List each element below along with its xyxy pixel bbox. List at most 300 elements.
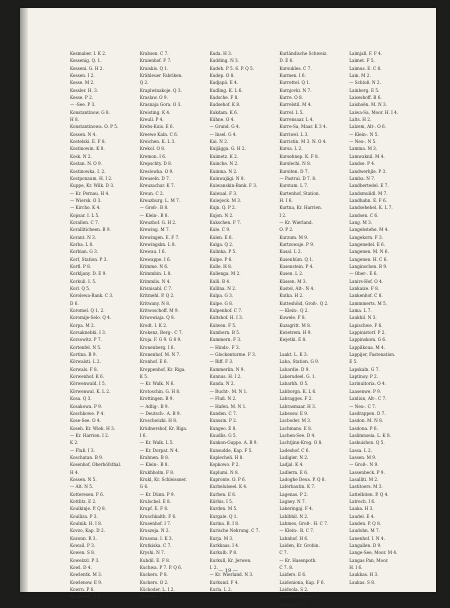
index-entry: Kovzo, Kap. D 2. [70,528,105,534]
index-entry: Kujon. N 2. [209,212,234,218]
index-entry: Ladjal. K 4. [279,462,304,468]
index-entry: Krukhholm. F 8. [139,469,175,475]
index-entry: I 6. [139,432,147,438]
index-entry: Kupronte. O. P 6. [209,476,247,482]
index-entry: Kurristin. M 3. N. O 4. [279,139,327,145]
index-entry: Kessen. I 2. [70,73,95,79]
index-entry: Korfl. P 8. [70,263,92,269]
index-entry: Kudling. K. L 6. [209,87,243,93]
index-entry: Langallen. D 9. [349,543,382,549]
index-entry: Laimet. F 5. [349,58,375,64]
index-entry: Lappilkoua. M 4. [349,344,386,350]
index-entry: — -See. P 3. [70,102,96,108]
index-entry: Kurkull, Kr. Jerwen. [209,557,252,563]
index-entry: Labborgn. K. L 6. [279,388,317,394]
index-entry: H 8. [70,117,79,123]
index-entry: Kraiskis. Q 1. [139,65,169,71]
index-entry: Kurländische Schweiz. [279,51,328,56]
index-entry: Kosakowa. P 9. [70,403,103,409]
index-entry: Lanenhof. I. N 4. [349,535,385,541]
index-entry: — Kr. Wierland. [279,219,313,225]
index-entry: Kritwoschoff. M 9. [139,308,179,314]
index-entry: Laasenwe. P 9. [349,388,382,394]
index-entry: Kuijägga. G. H 2. [209,146,246,152]
index-entry: Kurslechi. N 8. [279,161,312,167]
index-entry: Kurzum. M 9. [279,234,309,240]
index-entry: O. P 2. [279,227,294,233]
index-entry: Kulle. H 8. [209,263,233,269]
index-entry: Korsaknebki. I 3. [70,330,107,336]
index-entry: Laimetz. L 3. [279,601,308,607]
index-entry: Krabsen. C 7. [139,51,169,56]
index-entry: Kreuseln. D 7. [139,175,171,181]
index-entry: — Bucht-. M. N 1. [209,388,248,394]
index-entry: Laiwa-Sa, Moor. H. I 4. [349,109,399,115]
index-entry: Kudsche. F 8. [209,95,239,101]
index-entry: Kryshi. N 7. [139,550,166,556]
index-entry: Lacboder. M 3. [279,418,312,424]
index-entry: Kreisting. K 4. [139,109,171,115]
index-entry: Laukas. S 8. [349,579,376,585]
index-entry: Kurla. L 2. [209,587,232,593]
index-entry: Kurina. B. I 8. [209,521,240,526]
index-entry: Labrasmaar. H 3. [279,403,317,409]
index-entry: Kückoder. L. I 2. [139,587,175,593]
index-entry: Kumbern. B 5. [209,330,241,336]
index-entry: Kosa. Q 3. [70,396,92,402]
index-entry: Langenen. H. C 6. [349,256,388,262]
index-entry: Kuudlis. G 5. [209,432,237,438]
index-entry: Latrech. I 6. [349,498,376,504]
index-entry: Kurriwel. L 3. [279,131,309,137]
index-entry: Kulpenhof. C 7. [209,308,243,314]
index-entry: Lassen. M 9. [349,454,377,460]
index-entry: Kowlentk. M 3. [70,572,103,578]
index-entry: D. E 6. [279,58,294,64]
index-entry: Kursa. L 2. [279,146,303,152]
index-entry: Kursiten. D 7. [279,168,309,174]
index-entry: Kroja. F. G 9. G 8 9. [139,337,182,343]
index-entry: Kossen. N 4. [70,131,97,137]
index-entry: — Kr. Wierland. N 3. [209,572,254,578]
index-entry: Lalzem, Alt-. O 6. [349,124,387,130]
index-entry: Kuiwanskin-Bank. F 3. [209,183,258,189]
index-column-1 [70,50,137,600]
index-entry: Laiders. E 6. [279,572,307,578]
index-entry: Kortenfel. N 5. [70,344,102,350]
index-entry: Lange-See, Moor. M 4. [349,550,398,556]
index-entry: Kesse. P 2. [70,95,94,101]
index-entry: Kurre. O 8. [279,95,304,101]
index-entry: Koralliticheen. B 9. [70,227,111,233]
index-entry: Kowlenow. E 9. [70,579,103,585]
index-entry: Kesseni. G. H 2. [70,65,104,71]
index-entry: Kudsehof. K 8. [209,102,241,108]
index-entry: — Wiersk. O 3. [70,197,102,203]
index-entry: Kusenhüm. Q 1. [279,256,314,262]
index-entry: — Kr. Dorpat. N 4. [139,447,180,453]
index-entry: Kose-See. O 4. [70,418,101,424]
index-entry: Laishoën. M. N 3. [349,102,387,108]
index-entry: Korwenhof. K 6. [70,374,105,380]
index-entry: Kurrettel. Q 1. [279,80,311,86]
index-entry: Laidoniona, Kap. F 6. [279,579,325,585]
index-entry: Körwenwald. I 5. [70,381,107,387]
index-entry: Kreuzachar. K 7. [139,183,176,189]
index-entry: Kossen. N 5. [70,476,97,482]
index-entry: — Kr. Hasenpoth. [279,557,317,563]
index-entry: Labardie. D 9. [279,366,310,372]
index-entry: Lammmerts. M 5. [349,300,387,306]
index-entry: Kusen. L 2. [279,271,304,277]
index-entry: Landsehebel. K. L 7. [349,205,393,211]
index-entry: Lama. L 7. [349,308,372,314]
index-entry: Lankenhof. C 8. [349,293,383,299]
index-entry: Kusal. L 2. [279,249,302,255]
index-entry: Kutka. H 2. [279,293,304,299]
index-entry: Landbertedel. E 7. [349,183,389,189]
index-entry: Kurgale. Q 1. [209,513,238,519]
index-entry: Laiknar-Dihwa. I 6. [279,594,321,600]
index-entry: Lagney. N 7. [279,498,306,504]
index-entry: — Riff. F 3. [209,359,234,365]
index-entry: Kuckers. P 8. [139,572,168,578]
index-entry: — Kr. Dünn. P 9. [139,491,175,497]
index-entry: Laskuishon. Q 5. [349,440,385,446]
index-entry: Laudel. E 4. [349,513,375,519]
index-entry: — Ober-. E 6. [349,271,378,277]
index-entry: Kurben. E 6. [209,491,237,497]
index-entry: Lanliun, Alt-. C 7. [349,396,387,402]
index-entry: Korwals. F 8. [70,366,99,372]
index-entry: H. I 6. [349,565,363,571]
index-entry: — Klein-. B 8. [139,462,169,468]
index-entry: Kuchwa. P 7. P. Q 6. [139,565,183,571]
index-entry: Kunden. C 7. [209,410,238,416]
index-entry: — Hafen. M. N 1. [209,403,247,409]
index-entry: Kulpe. P 6. [209,256,233,262]
index-entry: — Kr. Harrien. I 2. [70,432,110,438]
index-entry: — Schloß. N 2. [349,80,381,86]
index-entry: Krutkiska. C 7. [139,543,172,549]
index-entry: Laimus. E. C 8. [349,65,382,71]
index-entry: Krottingen. B 9. [139,396,174,402]
index-entry: Lalts. H 2. [349,117,372,123]
index-entry: Landen. P. Q 8. [349,521,382,526]
index-entry: Krahnen. B 8. [139,454,170,460]
index-entry: Kai. N 2. [209,139,229,145]
index-entry: Kostinowin. K 8. [70,146,105,152]
index-entry: Laakt. L. K 3. [279,352,308,358]
index-entry: Kudding. N 3. [209,58,240,64]
index-entry [279,344,346,351]
index-entry: Körwenwal. K. L 2. [70,388,111,394]
index-entry: Krewingskn. L 8. [139,241,176,247]
index-entry: I 2. [279,212,287,218]
index-entry: Koschkowe. P 4. [70,410,105,416]
index-entry: Korl. Q 5. [70,286,91,291]
index-entry: Lamwaknil. M 4. [349,153,385,159]
index-entry: Kutteshöid, Groß-. Q 2. [279,300,329,306]
index-entry: Lassenbeck. P 9. [349,469,385,475]
index-entry: Kopkowo. P 2. [209,462,240,468]
index-entry: Kurtna, Kr. Harrien. [279,205,322,211]
index-entry: Kroschwizki. H 8. [139,418,178,424]
index-entry: Krebs-Kuis. E 6. [139,124,174,130]
index-entry: Kunssin. P 2. [209,418,238,424]
index-entry: Kreichen. K. L 3. [139,139,176,145]
index-entry: Kulpe. G 8. [209,300,234,306]
index-entry: Kuplecheli. H 8. [209,454,244,460]
index-entry: Krisnisahl. C 7. [139,286,173,291]
index-entry: Kurstam. L 7. [279,183,309,189]
index-entry: Lachen-See. D 4. [279,432,316,438]
index-entry: Krageisel. N 6. [70,594,102,600]
index-entry: Kesse. M 2. [70,80,95,86]
page-number: — 19 — [218,568,238,574]
index-entry: Kulinka. P 5. [209,249,237,255]
index-entry: Krukl, Kr. Schleissner. [139,476,187,482]
index-entry: Krekol. O 8. [139,146,166,152]
document-page [20,8,436,607]
index-entry: Lang. M 3. [349,219,373,225]
index-entry: C 7. [279,550,288,556]
index-entry: Kwietrem. H 9. [279,330,312,336]
index-entry: Krähleuer Fabriken. [139,73,183,79]
index-entry: Kudeh. P 5. 6. P. Q 5. [209,65,255,71]
index-entry: — Groß-. N 9. [349,462,379,468]
index-entry: — Klein-. N 5. [349,131,379,137]
index-entry: Koromel. Q 1. 2. [70,308,105,314]
index-entry: Langas Pan, Moor. [349,557,389,563]
index-entry: Kremon. I 6. [139,153,167,159]
index-entry: — Fluß. I 3. [70,447,95,453]
index-entry: Kopsar. I. L 5. [70,212,100,218]
index-entry: Lappinistorf. P 2. [349,330,386,336]
index-entry: Landwerhjle. P 3. [349,168,387,174]
index-entry: Laukkas. H 3. [349,572,379,578]
index-entry: Kreun. C 2. [139,190,164,196]
index-entry: Krimmbin. L 8. [139,271,172,277]
index-entry: Kursehnep. K. F 8. [279,153,319,159]
index-entry: Kurkund. F 4. [209,579,239,585]
index-entry: Krusona. I. K 3. [139,535,173,541]
index-entry: Kruszeja. N 2. [139,528,170,534]
index-entry: Kostan. N. O 9. [70,161,103,167]
index-entry: Lanirs-Hof. O 4. [349,278,384,284]
index-entry: — Klein-. B 8. [139,212,169,218]
index-entry: Laptinoy. P 2. [349,374,379,380]
index-entry: Kurkulb. P 8. [209,550,238,556]
index-entry: Kuplumi. N 8. [209,469,240,475]
index-entry: Kraslaw. O 9. [139,95,168,101]
index-entry: Korant. N 3. [70,234,97,240]
index-entry: Kowail. P 3. [70,543,96,549]
index-entry: — Kircho. K 4. [70,205,101,211]
index-entry: Kosk. N 2. [70,153,92,159]
index-entry: Kultshof. H. I 3. [209,315,244,321]
index-entry: Korsowitz. P 7. [70,337,102,343]
index-entry: — Neu-. C 7. [349,403,377,409]
index-entry: Krewau. I 6. [139,249,166,255]
index-entry: Kurbelulseel. K 4. [209,484,248,490]
index-entry: Kurden. M 5. [209,506,238,512]
index-entry: Kurische Nehrung. C 7. [209,528,260,534]
index-entry: Langenen. M. N 6. [349,249,389,255]
index-entry: Laidoola. S 2. [279,587,309,593]
index-entry: — Klein-. Q 2. [279,308,309,314]
index-entry: Landsen. C 6. [349,212,379,218]
index-entry: Kurrel. L 5. [279,109,304,115]
index-entry: Kulwen. F 5. [209,322,237,328]
index-entry: Langekorn. F 3. [349,234,383,240]
index-entry: Kuckum. N 3. [139,594,169,600]
index-entry: Kortina. B 9. [70,352,97,358]
index-entry: Kurre-Sa, Maar. K 3 4. [279,124,327,130]
index-entry: Langenedel. E 6. [349,241,386,247]
index-entry: Kronenberg. I 6. [139,344,175,350]
index-entry: Lagenas. P 2. [279,491,308,497]
index-entry: Kraplwinakoje. Q 3. [139,87,182,93]
index-entry: Laberudeel. G. 1. [279,374,317,380]
index-entry: Kowelzzl. P 3. [70,557,100,563]
index-entry: Kunda. N 2. [209,381,235,387]
index-entry: Lahnhof. H 6. [279,535,309,541]
index-entry: Kaiwaal. F 3. [209,190,238,196]
index-entry: Kruschkalth. F 6. [139,513,177,519]
index-entry: Krüdnershof, Kr. Riga. [139,425,188,431]
index-entry: — Insel. G 4. [209,131,237,137]
index-entry: Lahmes, Groß-. H. C 7. [279,521,329,526]
index-entry: Korallen. C 7. [70,219,100,225]
index-entry: Q 2. [139,80,149,86]
index-entry: Kusenstein. P 4. [279,263,314,269]
index-entry: Kulpa. G 3. [209,293,234,299]
index-entry: Koulkinje. P. Q 8. [70,506,106,512]
index-entry: Kuinche. N 2. [209,161,239,167]
index-entry: Lapskaln. G 7. [349,366,380,372]
index-entry: Kowen. S 8. [70,550,96,556]
index-entry: Kuppe, Kr. Wilk. D 3. [70,183,115,189]
index-entry: Laukhil. N 3. [349,315,377,321]
index-entry: Lastitoers. M 3. [349,484,383,490]
index-entry: Korf, Station. P 3. [70,256,108,262]
index-entry: Lachmans. E 8. [279,425,313,431]
index-entry: Kule. C 9. [209,227,231,233]
index-entry: Kummern. F 3. [209,337,242,343]
index-entry: Kosenhof, Oberhöfsthal. [70,462,122,468]
index-entry: K 5. [139,374,149,380]
index-entry: Krodt. I. K 2. [139,322,168,328]
index-entry: Kurrelstil. M 4. [279,102,312,108]
index-entry: Kühne. O 4. [209,117,235,123]
index-entry: C 7. 8. [279,565,294,571]
index-entry: Kronenhof. M. N 7. [139,352,181,358]
index-entry: Kukdam. K 6. [209,109,239,115]
index-entry: Koschatan. B 9. [70,454,104,460]
index-entry: Kunkon-Guppo. A. B 9. [209,440,258,446]
index-entry: — Adlig-. B 9. [139,403,169,409]
index-column-2 [139,50,207,600]
index-entry: Krewingen. E. F 7. [139,234,180,240]
index-entry: Krimmlis. N 4. [139,278,171,284]
index-entry: H. I 6. [279,197,293,203]
index-entry: Laslimnseia. L. K 8. [349,432,391,438]
index-entry: Korolewa-Bank. C 3. [70,293,114,299]
index-entry: Kessenig. Q. 1. [70,58,102,64]
index-entry: Ladlerm. E 6. [279,469,309,475]
index-column-5 [349,50,416,585]
index-entry: Lappinskom. G 6. [349,337,387,343]
index-entry: Kuwele. F 8. [279,315,306,321]
index-entry: Kottlitz. E 2. [70,498,97,504]
index-entry: Kuimetz. K 2. [209,153,239,159]
index-entry: Lasdona. P 6. [349,425,378,431]
index-entry: Kubdil. E. F 8. [139,557,171,563]
index-entry: Labragges. F 2. [279,396,313,402]
index-entry: Lapischwe. F 6. [349,322,383,328]
index-entry: Krupf. E. F 8. [139,506,169,512]
index-entry: Kowl. D 4. [70,565,92,571]
index-entry: Ladeshof. C 6. [279,447,310,453]
index-entry: Krewing. M 7. [139,227,170,233]
index-entry: Konstantinowa. O. P 5. [70,124,119,130]
index-entry: — Groß-. B 8. [139,205,169,211]
index-entry: Kessler. H. 3. [70,87,99,93]
index-entry: Kritwany. N 8. [139,300,171,306]
index-entry: Laiden, Kr. Grobin. [279,543,320,549]
index-entry: Krusenhof. I 7. [139,521,172,526]
index-entry: Larinuitoria. O 4. [349,381,387,387]
index-entry: — Deutsch-. A. B 9. [139,410,181,416]
index-entry: Kuinma. N 2. [209,168,238,174]
index-entry: Lankaize. F 8. [349,286,380,291]
index-entry: Krulschel. E 8. [139,498,172,504]
index-entry: Kummerlin. N 9. [209,366,245,372]
index-entry: Krewappe. I 6. [139,256,171,262]
index-entry: K 2. [70,440,79,446]
index-entry: Koromije-Selo. Q 4. [70,315,112,321]
index-entry: — Kr. Walk. L 5. [139,440,174,446]
index-entry: Kurkkaas. I 4. [209,543,240,549]
index-entry: Kuzsgritt. M 8. [279,322,312,328]
index-entry: Krokenz, Berg-. C 7. [139,330,183,336]
index-entry: Kuiwjeck. M 3. [209,197,242,203]
index-entry: — Neu-. N 5. [349,139,377,145]
index-entry: Laiseshoff. B 6. [349,95,382,101]
index-entry: Kreuzhof. G. H 2. [139,219,177,225]
index-entry: Korbian. G 3. [70,249,99,255]
index-entry: — Glockenturme. F 3. [209,352,257,358]
index-entry: Labessw. E 9. [279,410,309,416]
index-entry: Kudjapä. E 4. [209,80,239,86]
index-entry: Kudep. O 8. [209,73,235,79]
index-entry: Lasalliti. M 2. [349,476,379,482]
index-entry: Kujn. Q. P 2. [209,205,237,211]
index-entry: Lappijer, Fastenation. [349,352,396,358]
index-entry: — Alt. N 5. [70,484,94,490]
index-entry: Lakeringaj. F 4. [279,506,314,512]
index-entry: Kürbis. I 5. [209,498,234,504]
index-entry: Körwalsti. L 2. [70,359,101,365]
index-entry: Kostinowka. I. 2. [70,168,106,174]
index-entry: Laaka. H 3. [349,506,374,512]
index-entry: Kozonn. R 3. [70,535,97,541]
index-column-4 [279,50,346,607]
index-entry: G 6. [139,484,149,490]
index-entry: Krimme. N 6. [139,263,169,269]
index-entry: — Grund. G 4. [209,124,240,130]
